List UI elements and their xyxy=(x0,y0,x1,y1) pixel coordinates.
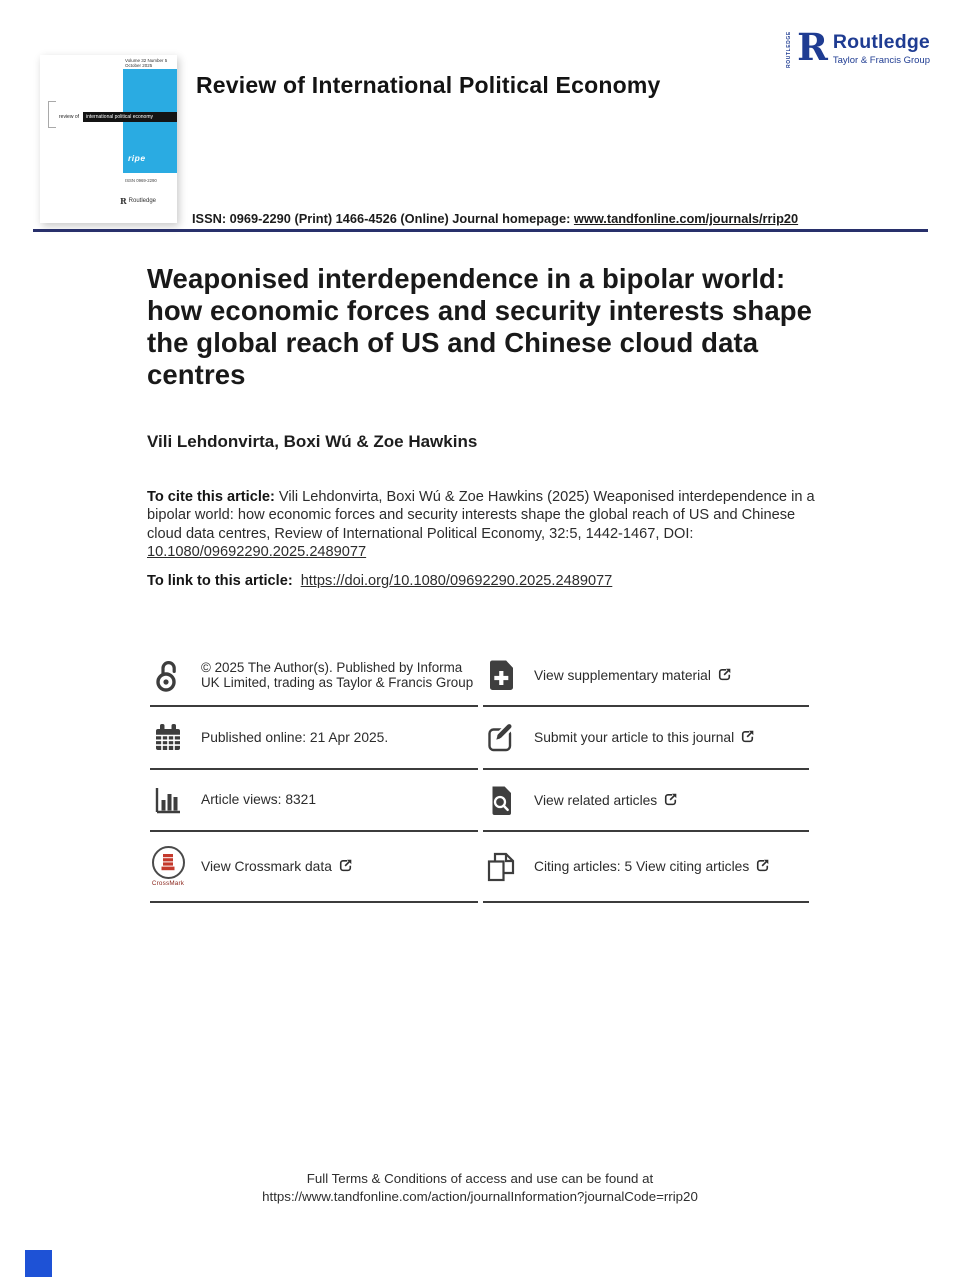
routledge-wordmark: Routledge xyxy=(832,30,930,53)
article-title: Weaponised interdependence in a bipolar world: how economic forces and security interests shape the global reach of US and Chinese cloud data centres xyxy=(147,263,813,390)
bar-chart-icon xyxy=(150,785,186,815)
cover-series-prefix: review of xyxy=(59,114,80,120)
submit-row[interactable] xyxy=(483,707,809,770)
external-link-icon xyxy=(663,792,678,807)
doi-url-link[interactable]: https://doi.org/10.1080/09692290.2025.2489077 xyxy=(300,573,613,589)
license-row xyxy=(150,645,478,707)
cover-series-title: international political economy xyxy=(83,112,177,122)
published-text: Published online: 21 Apr 2025. xyxy=(201,729,389,745)
article-link-line xyxy=(147,573,612,589)
crossmark-link-text: View Crossmark data xyxy=(201,858,353,875)
cover-issn: ISSN 0969-2290 xyxy=(125,178,157,183)
crossmark-caption: CrossMark xyxy=(151,880,185,887)
crossmark-row[interactable] xyxy=(150,832,478,903)
action-column-left xyxy=(150,645,478,903)
routledge-r-icon: R xyxy=(797,25,828,70)
cite-label: To cite this article: xyxy=(147,489,275,505)
external-link-icon xyxy=(740,729,755,744)
routledge-logo xyxy=(786,25,930,70)
external-link-icon xyxy=(755,858,770,873)
terms-footer xyxy=(0,1170,960,1206)
related-link-text: View related articles xyxy=(534,792,678,809)
link-label: To link to this article: xyxy=(147,573,293,589)
external-link-icon xyxy=(717,667,732,682)
taylor-francis-tagline: Taylor & Francis Group xyxy=(832,54,930,66)
journal-homepage-link[interactable]: www.tandfonline.com/journals/rrip20 xyxy=(573,211,799,226)
cover-bracket-graphic xyxy=(48,101,56,128)
citing-link-text: Citing articles: 5 View citing articles xyxy=(534,858,770,875)
article-authors: Vili Lehdonvirta, Boxi Wú & Zoe Hawkins xyxy=(147,432,478,451)
cover-publisher-r-icon: R xyxy=(120,196,127,206)
cover-publisher-logo: R Routledge xyxy=(120,196,157,206)
open-access-lock-icon xyxy=(150,659,186,692)
article-views-text: Article views: 8321 xyxy=(201,792,317,807)
citing-articles-row[interactable] xyxy=(483,832,809,903)
terms-url[interactable]: https://www.tandfonline.com/action/journalInformation?journalCode=rrip20 xyxy=(262,1189,698,1204)
issn-line xyxy=(192,211,798,226)
license-text: © 2025 The Author(s). Published by Informa UK Limited, trading as Taylor & Francis Group xyxy=(201,659,474,690)
journal-cover-thumbnail xyxy=(40,55,177,223)
citation-block xyxy=(147,488,819,562)
supplementary-material-icon xyxy=(483,659,519,691)
supplementary-row[interactable] xyxy=(483,645,809,707)
calendar-icon xyxy=(150,723,186,753)
cite-doi-link[interactable]: 10.1080/09692290.2025.2489077 xyxy=(147,544,367,561)
cite-text: Vili Lehdonvirta, Boxi Wú & Zoe Hawkins (2025) Weaponised interdependence in a bipolar world: how economic forces and security interests shape the global reach of US and Chinese cloud data centres, Review of International Political Economy, 32:5, 1442-1467, DOI: xyxy=(147,489,815,542)
routledge-vertical-text: ROUTLEDGE xyxy=(786,31,793,68)
submit-pencil-icon xyxy=(483,723,519,753)
journal-title: Review of International Political Economy xyxy=(196,72,661,98)
published-row xyxy=(150,707,478,770)
article-views-row xyxy=(150,770,478,832)
issn-text: ISSN: 0969-2290 (Print) 1466-4526 (Online) Journal homepage: xyxy=(192,211,574,226)
submit-link-text: Submit your article to this journal xyxy=(534,729,755,746)
crossmark-icon xyxy=(150,846,186,887)
cover-ripe-wordmark: ripe xyxy=(128,153,146,163)
related-articles-row[interactable] xyxy=(483,770,809,832)
external-link-icon xyxy=(338,858,353,873)
action-column-right xyxy=(483,645,809,903)
supplementary-link-text: View supplementary material xyxy=(534,667,732,684)
header-divider-rule xyxy=(33,229,928,232)
terms-line: Full Terms & Conditions of access and use can be found at xyxy=(306,1171,654,1186)
related-articles-search-icon xyxy=(483,784,519,816)
blue-corner-marker xyxy=(25,1250,52,1277)
citing-articles-icon xyxy=(483,852,519,882)
cover-volume-text: Volume 32 Number 5 October 2025 xyxy=(125,58,168,68)
